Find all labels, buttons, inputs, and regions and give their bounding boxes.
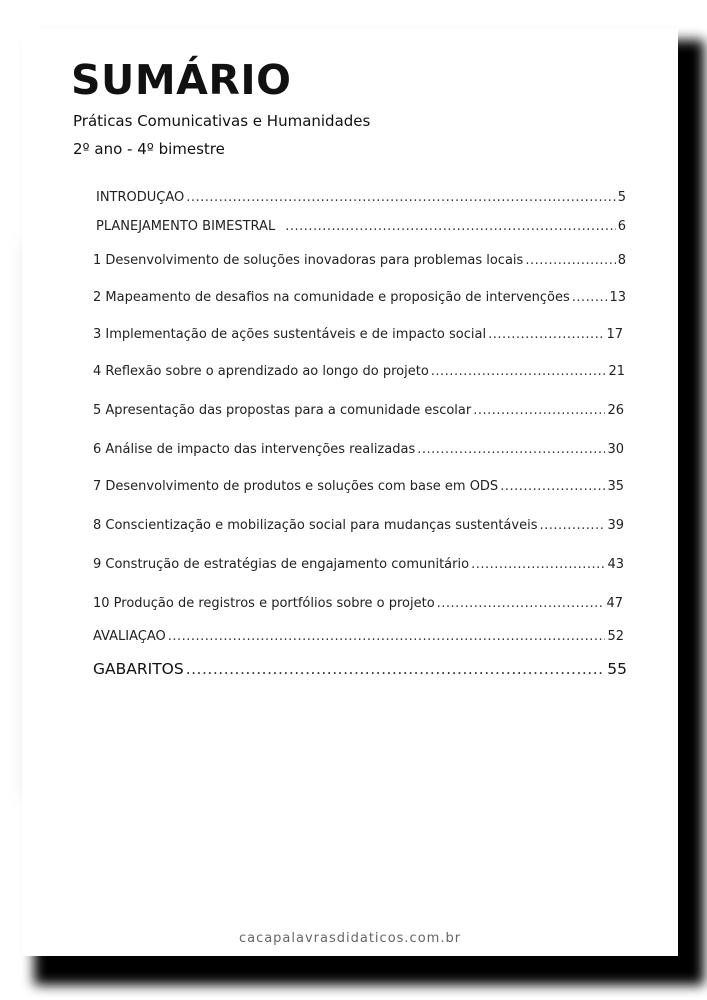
toc-entry-avaliacao[interactable]	[93, 629, 624, 644]
toc-leader-dots	[186, 660, 606, 678]
toc-entry-page: 5	[617, 190, 626, 205]
toc-entry-page: 55	[607, 660, 627, 678]
toc-entry-label: 1 Desenvolvimento de soluções inovadoras para problemas locais	[93, 253, 524, 268]
toc-leader-dots	[539, 518, 605, 533]
toc-entry-6[interactable]	[93, 442, 624, 457]
toc-entry-label: 9 Construção de estratégias de engajamento comunitário	[93, 557, 470, 572]
toc-entry-page: 17	[606, 327, 623, 342]
toc-entry-5[interactable]	[93, 403, 624, 418]
website-footer: cacapalavrasdidaticos.com.br	[238, 931, 462, 946]
toc-entry-2[interactable]	[93, 290, 626, 305]
toc-entry-planejamento[interactable]	[96, 219, 626, 234]
toc-leader-dots	[525, 253, 615, 268]
toc-leader-dots	[437, 596, 605, 611]
page-title: SUMÁRIO	[71, 56, 292, 104]
toc-entry-page: 39	[607, 518, 624, 533]
toc-entry-label: 6 Análise de impacto das intervenções realizadas	[93, 442, 416, 457]
toc-entry-page: 47	[606, 596, 623, 611]
toc-entry-label: AVALIAÇÃO	[93, 629, 166, 644]
toc-entry-page: 13	[609, 290, 626, 305]
toc-entry-label: 8 Conscientização e mobilização social para mudanças sustentáveis	[93, 518, 538, 533]
table-of-contents	[22, 28, 678, 728]
toc-entry-8[interactable]	[93, 518, 624, 533]
toc-leader-dots	[168, 629, 606, 644]
toc-entry-label: INTRODUÇÃO	[96, 190, 185, 205]
toc-entry-label: PLANEJAMENTO BIMESTRAL	[96, 219, 276, 234]
toc-entry-page: 26	[607, 403, 624, 418]
toc-leader-dots	[417, 442, 605, 457]
toc-entry-4[interactable]	[93, 364, 625, 379]
toc-entry-page: 30	[607, 442, 624, 457]
toc-leader-dots	[186, 190, 615, 205]
subject-subtitle: Práticas Comunicativas e Humanidades	[73, 112, 371, 130]
document-page	[22, 28, 678, 956]
toc-leader-dots	[431, 364, 607, 379]
toc-entry-7[interactable]	[93, 479, 624, 494]
toc-entry-gabaritos[interactable]	[93, 660, 627, 678]
toc-entry-page: 52	[607, 629, 624, 644]
toc-entry-label: 4 Reflexão sobre o aprendizado ao longo do projeto	[93, 364, 429, 379]
toc-entry-label: 2 Mapeamento de desafios na comunidade e proposição de intervenções	[93, 290, 570, 305]
toc-entry-3[interactable]	[93, 327, 623, 342]
toc-entry-page: 6	[617, 219, 626, 234]
toc-entry-page: 21	[608, 364, 625, 379]
toc-leader-dots	[572, 290, 608, 305]
toc-entry-label: 10 Produção de registros e portfólios sobre o projeto	[93, 596, 435, 611]
toc-leader-dots	[488, 327, 604, 342]
toc-entry-label: 7 Desenvolvimento de produtos e soluções com base em ODS	[93, 479, 499, 494]
toc-entry-page: 43	[607, 557, 624, 572]
toc-entry-label: GABARITOS	[93, 660, 184, 678]
toc-entry-1[interactable]	[93, 253, 626, 268]
toc-leader-dots	[500, 479, 605, 494]
toc-entry-9[interactable]	[93, 557, 624, 572]
toc-leader-dots	[471, 557, 605, 572]
toc-leader-dots	[473, 403, 605, 418]
toc-entry-10[interactable]	[93, 596, 623, 611]
toc-leader-dots	[285, 219, 616, 234]
toc-entry-page: 8	[617, 253, 626, 268]
toc-entry-label: 5 Apresentação das propostas para a comunidade escolar	[93, 403, 472, 418]
toc-entry-introducao[interactable]	[96, 190, 626, 205]
toc-entry-label: 3 Implementação de ações sustentáveis e de impacto social	[93, 327, 487, 342]
toc-entry-page: 35	[607, 479, 624, 494]
grade-term: 2º ano - 4º bimestre	[73, 140, 225, 158]
